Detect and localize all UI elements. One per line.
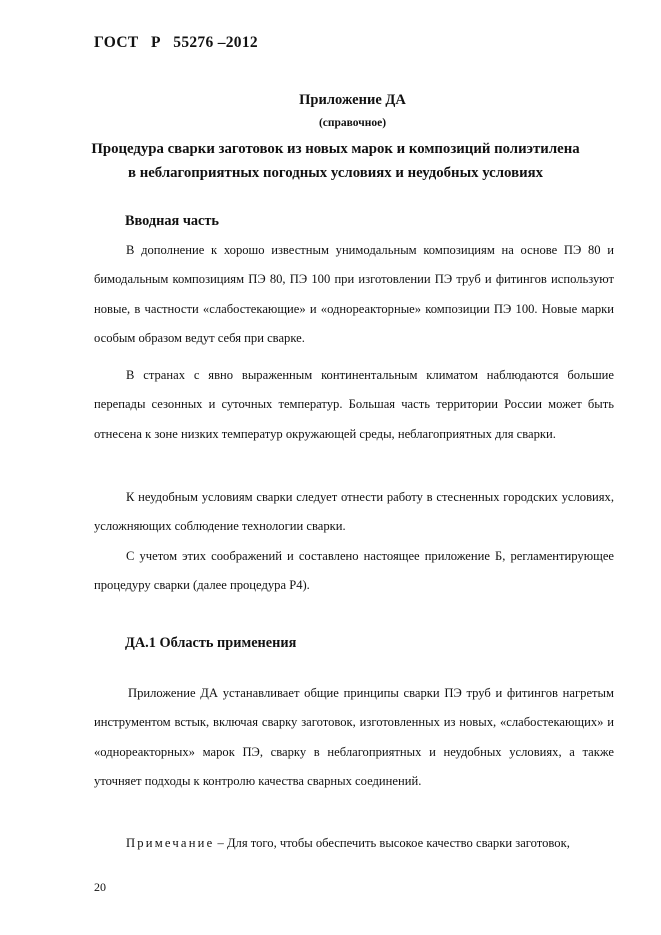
intro-paragraph-4: С учетом этих соображений и составлено настоящее приложение Б, регламентирующее процедуру сварки (далее процедура Р4). bbox=[94, 549, 614, 593]
note-paragraph bbox=[94, 829, 614, 859]
intro-section-title: Вводная часть bbox=[125, 213, 219, 229]
appendix-heading-line-2: в неблагоприятных погодных условиях и неудобных условиях bbox=[128, 165, 543, 181]
note-label: Примечание bbox=[126, 836, 215, 850]
intro-paragraph-3: К неудобным условиям сварки следует отнести работу в стесненных городских условиях, усложняющих соблюдение технологии сварки. bbox=[94, 490, 614, 534]
standard-code: ГОСТ Р 55276 –2012 bbox=[94, 34, 258, 51]
appendix-status: (справочное) bbox=[318, 117, 387, 129]
intro-paragraph-2: В странах с явно выраженным континентальным климатом наблюдаются большие перепады сезонных и суточных температур. Большая часть территории России может быть отнесена к зоне низких температур окружающей среды, неблагоприятных для сварки. bbox=[94, 368, 614, 441]
intro-paragraph-1: В дополнение к хорошо известным унимодальным композициям на основе ПЭ 80 и бимодальным композициям ПЭ 80, ПЭ 100 при изготовлении ПЭ труб и фитингов используют новые, в частности «слабостекающие» и «однореакторные» композиции ПЭ 100. Новые марки особым образом ведут себя при сварке. bbox=[94, 243, 614, 346]
scope-section-title: ДА.1 Область применения bbox=[125, 635, 297, 651]
appendix-heading-line-1: Процедура сварки заготовок из новых марок и композиций полиэтилена bbox=[91, 141, 580, 157]
page-number: 20 bbox=[94, 880, 106, 894]
appendix-title: Приложение ДА bbox=[299, 92, 406, 108]
note-text: – Для того, чтобы обеспечить высокое качество сварки заготовок, bbox=[214, 836, 570, 850]
scope-paragraph: Приложение ДА устанавливает общие принципы сварки ПЭ труб и фитингов нагретым инструментом встык, включая сварку заготовок, изготовленных из новых, «слабостекающих» и «однореакторных» марок ПЭ, сварку в неблагоприятных и неудобных условиях, а также уточняет подходы к контролю качества сварных соединений. bbox=[94, 686, 614, 789]
